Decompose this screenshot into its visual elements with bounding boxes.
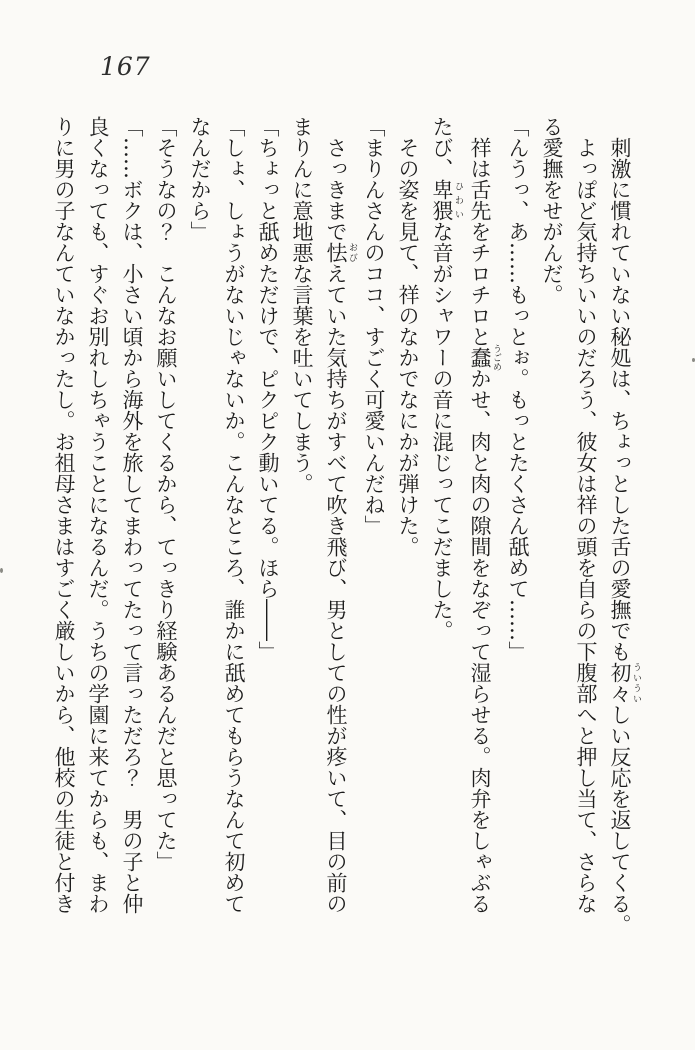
text-line: 「そうなの？ こんなお願いしてくるから、てっきり経験あるんだと思ってた」	[154, 116, 178, 872]
text-line: なんだから」	[188, 116, 212, 242]
text-line: りに男の子なんていなかったし。お祖母さまはすごく厳しいから、他校の生徒と付き	[52, 116, 76, 914]
text-line: 「ちょっと舐めただけで、ピクピク動いてる。ほら――」	[256, 116, 280, 662]
text-line: る愛撫をせがんだ。	[540, 116, 564, 305]
text-line: その姿を見て、祥のなかでなにかが弾けた。	[396, 137, 420, 557]
scan-artifact	[0, 568, 3, 573]
furigana-ruby: 初々 ういうい	[608, 662, 641, 704]
text-line: よっぽど気持ちいいのだろう、彼女は祥の頭を自らの下腹部へと押し当て、さらな	[574, 137, 598, 914]
text-line: 「しょ、しょうがないじゃないか。こんなところ、誰かに舐めてもらうなんて初めて	[222, 116, 246, 914]
text-line: 「……ボクは、小さい頃から海外を旅してまわってたって言っただろ？ 男の子と仲	[120, 116, 144, 914]
text-line: たび、卑猥 ひわいな音がシャワーの音に混じってこだました。	[430, 116, 463, 641]
furigana-ruby: 怯 おび	[324, 242, 357, 263]
text-line: 刺激に慣れていない秘処は、ちょっとした舌の愛撫でも初々 ういういしい反応を返してくる。	[608, 137, 641, 935]
text-line: まりんに意地悪な言葉を吐いてしまう。	[290, 116, 314, 494]
text-line: 「んうっ、あ……もっとぉ。もっとたくさん舐めて……」	[506, 116, 530, 662]
text-line: さっきまで怯 おびえていた気持ちがすべて吹き飛び、男としての性が疼いて、目の前の	[324, 137, 357, 914]
text-line: 祥は舌先をチロチロと蠢 うごめかせ、肉と肉の隙間をなぞって湿らせる。肉弁をしゃぶる	[468, 137, 501, 914]
furigana-ruby: 卑猥 ひわい	[430, 179, 463, 221]
text-line: 「まりんさんのココ、すごく可愛いんだね」	[362, 116, 386, 536]
page-number: 167	[100, 52, 151, 81]
furigana-ruby: 蠢 うごめ	[468, 344, 501, 371]
text-line: 良くなっても、すぐお別れしちゃうことになるんだ。うちの学園に来てからも、まわ	[86, 116, 110, 914]
vertical-text-block	[47, 116, 641, 1036]
